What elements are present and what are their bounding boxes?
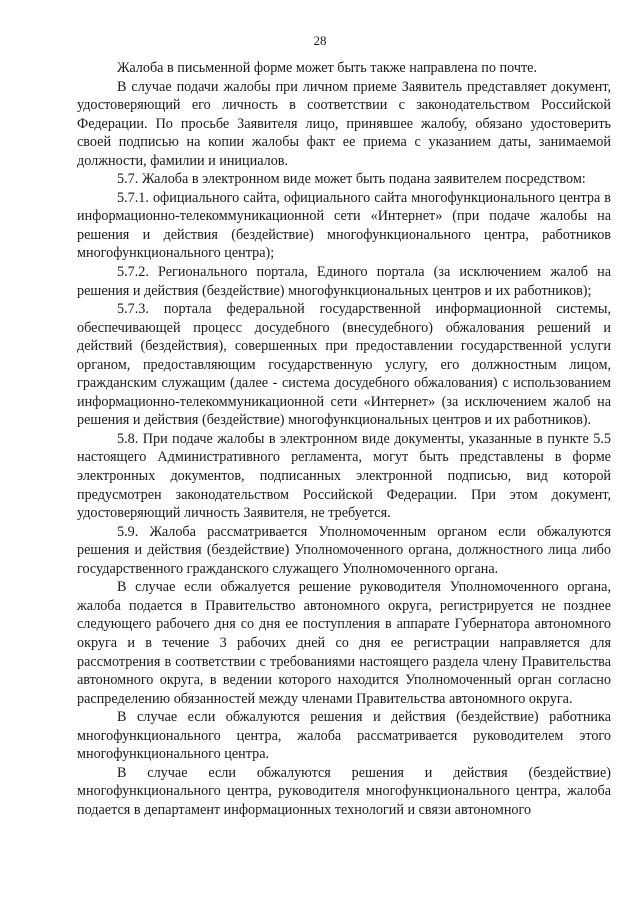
paragraph-5-7-1: 5.7.1. официального сайта, официального сайта многофункционального центра в информационно-телекоммуникационной сети «Интернет» (при подаче жалобы на решения и действия (бездействие) многофункционального центра, работников многофункционального центра); [77,189,611,262]
paragraph-5-9: 5.9. Жалоба рассматривается Уполномоченным органом если обжалуются решения и действия (бездействие) Уполномоченного органа, должностного лица либо государственного гражданского служащего Уполномоченного органа. [77,523,611,577]
paragraph-5-8: 5.8. При подаче жалобы в электронном виде документы, указанные в пункте 5.5 настоящего Административного регламента, могут быть представлены в форме электронных документов, подписанных электронной подписью, вид которой предусмотрен законодательством Российской Федерации. При этом документ, удостоверяющий личность Заявителя, не требуется. [77,430,611,522]
paragraph-personal-reception: В случае подачи жалобы при личном приеме Заявитель представляет документ, удостоверяющий его личность в соответствии с законодательством Российской Федерации. По просьбе Заявителя лицо, принявшее жалобу, обязано удостоверить своей подписью на копии жалобы факт ее приема с указанием даты, занимаемой должности, фамилии и инициалов. [77,78,611,169]
paragraph-postal-complaint: Жалоба в письменной форме может быть также направлена по почте. [117,60,538,76]
paragraph-5-7: 5.7. Жалоба в электронном виде может быть подана заявителем посредством: [117,171,586,188]
page-number: 28 [313,33,327,48]
paragraph-head-decision: В случае если обжалуется решение руководителя Уполномоченного органа, жалоба подается в Правительство автономного округа, регистрируется не позднее следующего рабочего дня со дня ее поступления в аппарате Губернатора автономного округа и в течение 3 рабочих дней со дня ее регистрации направляется для рассмотрения в соответствии с требованиями настоящего раздела члену Правительства автономного округа, в ведении которого находится Уполномоченный орган согласно распределению обязанностей между членами Правительства автономного округа. [77,579,611,707]
paragraph-mfc-employee: В случае если обжалуются решения и действия (бездействие) работника многофункционального центра, жалоба рассматривается руководителем этого многофункционального центра. [77,709,611,763]
document-body [77,59,611,819]
paragraph-5-7-3: 5.7.3. портала федеральной государственной информационной системы, обеспечивающей процесс досудебного (внесудебного) обжалования решений и действий (бездействия), совершенных при предоставлении государственной услуги органом, предоставляющим государственную услугу, его должностным лицом, гражданским служащим (далее - система досудебного обжалования) с использованием информационно-телекоммуникационной сети «Интернет» (за исключением жалоб на решения и действия (бездействие) многофункциональных центров и их работников). [77,301,611,429]
paragraph-5-7-2: 5.7.2. Регионального портала, Единого портала (за исключением жалоб на решения и действия (бездействие) многофункциональных центров и их работников); [77,264,611,299]
paragraph-mfc-head: В случае если обжалуются решения и действия (бездействие) многофункционального центра, руководителя многофункционального центра, жалоба подается в департамент информационных технологий и связи автономного [77,764,611,818]
